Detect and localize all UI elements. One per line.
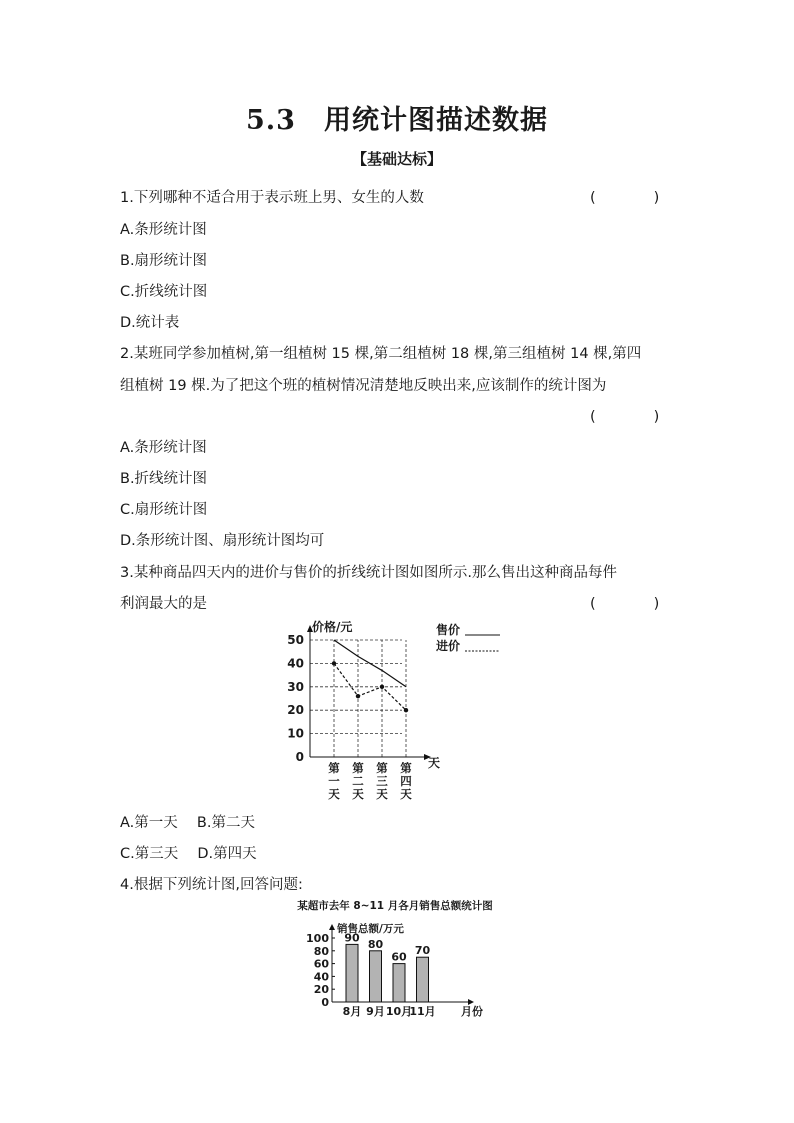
q3-options-row2: C.第三天 D.第四天 <box>120 846 257 862</box>
x-tick-label: 11月 <box>409 1005 436 1018</box>
y-tick-label: 0 <box>295 750 304 764</box>
data-point <box>404 708 408 712</box>
bar-value-label: 80 <box>367 937 384 951</box>
x-tick-label: 天 <box>328 787 340 801</box>
chart-title: 某超市去年 8~11 月各月销售总额统计图 <box>297 900 493 912</box>
q4-stem: 4.根据下列统计图,回答问题: <box>120 877 303 893</box>
bar <box>417 957 429 1002</box>
y-tick-label: 80 <box>313 944 329 958</box>
x-tick-label: 天 <box>376 787 388 801</box>
x-tick-label: 第 <box>352 761 364 775</box>
y-tick-label: 10 <box>287 726 304 741</box>
y-tick-label: 100 <box>306 932 329 945</box>
section-heading: 【基础达标】 <box>351 150 442 168</box>
sales-bar-chart <box>282 895 522 1025</box>
page-title: 5.3 用统计图描述数据 <box>246 105 548 136</box>
y-tick-label: 40 <box>313 970 329 984</box>
y-tick-label: 40 <box>287 656 304 671</box>
bar-value-label: 90 <box>344 931 360 945</box>
q2-option-d: D.条形统计图、扇形统计图均可 <box>120 533 325 549</box>
bar <box>370 951 382 1002</box>
data-point <box>332 661 336 665</box>
bar <box>393 964 405 1002</box>
y-tick-label: 60 <box>313 957 329 971</box>
x-tick-label: 三 <box>376 774 388 788</box>
q3-stem-line2: 利润最大的是 <box>120 596 207 612</box>
legend-label: 售价 <box>436 623 461 637</box>
q2-stem-line2: 组植树 19 棵.为了把这个班的植树情况清楚地反映出来,应该制作的统计图为 <box>120 378 607 394</box>
q3-stem-line1: 3.某种商品四天内的进价与售价的折线统计图如图所示.那么售出这种商品每件 <box>120 565 617 581</box>
y-tick-label: 20 <box>287 703 304 718</box>
q1-stem: 1.下列哪种不适合用于表示班上男、女生的人数 <box>120 190 424 206</box>
q1-answer-bracket: ( ) <box>590 190 660 206</box>
q2-stem-line1: 2.某班同学参加植树,第一组植树 15 棵,第二组植树 18 棵,第三组植树 14 棵,第四 <box>120 346 642 362</box>
data-point <box>356 694 360 698</box>
y-tick-label: 30 <box>287 679 304 694</box>
x-tick-label: 天 <box>400 787 412 801</box>
q3-options-row1: A.第一天 B.第二天 <box>120 815 255 831</box>
x-tick-label: 9月 <box>366 1005 385 1018</box>
q1-option-a: A.条形统计图 <box>120 222 207 238</box>
q1-option-d: D.统计表 <box>120 315 180 331</box>
q3-answer-bracket: ( ) <box>590 596 660 612</box>
x-axis-label: 月份 <box>461 1005 483 1018</box>
x-tick-label: 8月 <box>342 1005 362 1018</box>
q2-option-b: B.折线统计图 <box>120 471 208 487</box>
bar-value-label: 70 <box>414 944 431 958</box>
q1-option-c: C.折线统计图 <box>120 284 208 300</box>
x-axis-label: 天 <box>428 756 441 770</box>
x-tick-label: 第 <box>376 761 388 775</box>
legend-label: 进价 <box>436 639 461 653</box>
y-axis-arrow <box>329 924 335 930</box>
price-line-chart <box>282 616 522 804</box>
y-tick-label: 20 <box>313 983 329 997</box>
y-tick-label: 0 <box>321 996 329 1009</box>
y-tick-label: 50 <box>287 633 304 647</box>
y-axis-label: 价格/元 <box>312 620 353 634</box>
x-tick-label: 10月 <box>385 1005 413 1018</box>
x-tick-label: 第 <box>328 761 340 775</box>
data-point <box>380 685 384 689</box>
bar <box>346 944 358 1002</box>
bar-value-label: 60 <box>391 950 407 964</box>
x-tick-label: 四 <box>400 774 412 788</box>
q2-option-a: A.条形统计图 <box>120 440 207 456</box>
x-tick-label: 天 <box>352 787 364 801</box>
q2-answer-bracket: ( ) <box>590 409 660 425</box>
x-tick-label: 第 <box>400 761 412 775</box>
y-axis-label: 销售总额/万元 <box>337 923 404 935</box>
x-tick-label: 二 <box>352 774 364 788</box>
q1-option-b: B.扇形统计图 <box>120 253 208 269</box>
q2-option-c: C.扇形统计图 <box>120 502 208 518</box>
x-tick-label: 一 <box>328 774 340 788</box>
